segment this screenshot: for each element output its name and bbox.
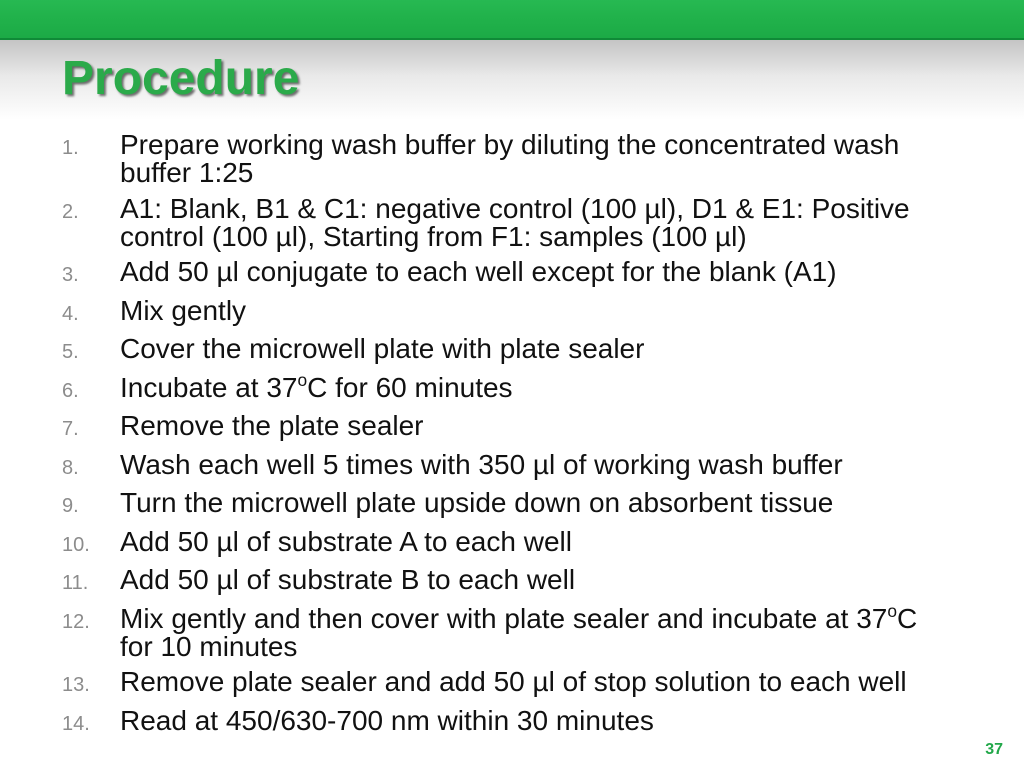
step-text: Wash each well 5 times with 350 µl of working wash buffer xyxy=(120,448,843,480)
step-item xyxy=(62,335,935,366)
step-text: A1: Blank, B1 & C1: negative control (100 µl), D1 & E1: Positive control (100 µl), Starting from F1: samples (100 µl) xyxy=(120,192,910,252)
step-number: 14. xyxy=(62,712,90,735)
step-item xyxy=(62,294,935,328)
step-text: Remove plate sealer and add 50 µl of stop solution to each well xyxy=(120,666,907,697)
step-item xyxy=(62,131,935,187)
step-text-part: C for 60 minutes xyxy=(307,371,513,403)
step-item xyxy=(62,668,935,699)
step-text: Read at 450/630-700 nm within 30 minutes xyxy=(120,704,654,736)
step-text-part: Mix gently and then cover with plate sealer and incubate at 37 xyxy=(120,602,888,634)
procedure-step-list xyxy=(62,131,935,745)
top-banner-bar xyxy=(0,0,1024,40)
step-number: 5. xyxy=(62,341,79,363)
step-number: 10. xyxy=(62,533,90,556)
step-text: Mix gently xyxy=(120,294,247,326)
step-number: 6. xyxy=(62,379,79,402)
step-text: Add 50 µl of substrate A to each well xyxy=(120,525,572,557)
step-number: 12. xyxy=(62,610,90,633)
step-item xyxy=(62,489,935,520)
step-number: 9. xyxy=(62,495,79,517)
step-text: Prepare working wash buffer by diluting the concentrated wash buffer 1:25 xyxy=(120,129,900,188)
superscript-o: o xyxy=(297,370,308,391)
step-item xyxy=(62,566,935,597)
step-text: Turn the microwell plate upside down on absorbent tissue xyxy=(120,487,834,518)
step-item xyxy=(62,704,935,738)
step-number: 7. xyxy=(62,418,79,440)
step-item xyxy=(62,448,935,482)
step-item xyxy=(62,412,935,443)
step-text: Add 50 µl conjugate to each well except for the blank (A1) xyxy=(120,256,837,287)
step-text: Remove the plate sealer xyxy=(120,410,424,441)
step-item xyxy=(62,258,935,289)
step-number: 13. xyxy=(62,674,90,696)
step-text: Add 50 µl of substrate B to each well xyxy=(120,564,576,595)
step-item xyxy=(62,525,935,559)
step-number: 8. xyxy=(62,456,79,479)
step-item xyxy=(62,192,935,252)
step-item xyxy=(62,601,935,662)
step-text-part: Incubate at 37 xyxy=(120,371,298,403)
step-text-part: C for 10 minutes xyxy=(120,602,918,662)
step-number: 1. xyxy=(62,137,79,159)
step-number: 11. xyxy=(62,572,89,594)
step-number: 3. xyxy=(62,264,79,286)
slide-title: Procedure xyxy=(62,52,300,105)
slide-page-number: 37 xyxy=(985,741,1003,758)
step-text: Cover the microwell plate with plate sealer xyxy=(120,333,645,364)
superscript-o: o xyxy=(887,601,898,622)
step-text xyxy=(120,601,935,662)
step-text xyxy=(120,370,935,403)
step-item xyxy=(62,370,935,405)
step-number: 2. xyxy=(62,200,79,223)
step-number: 4. xyxy=(62,302,79,325)
